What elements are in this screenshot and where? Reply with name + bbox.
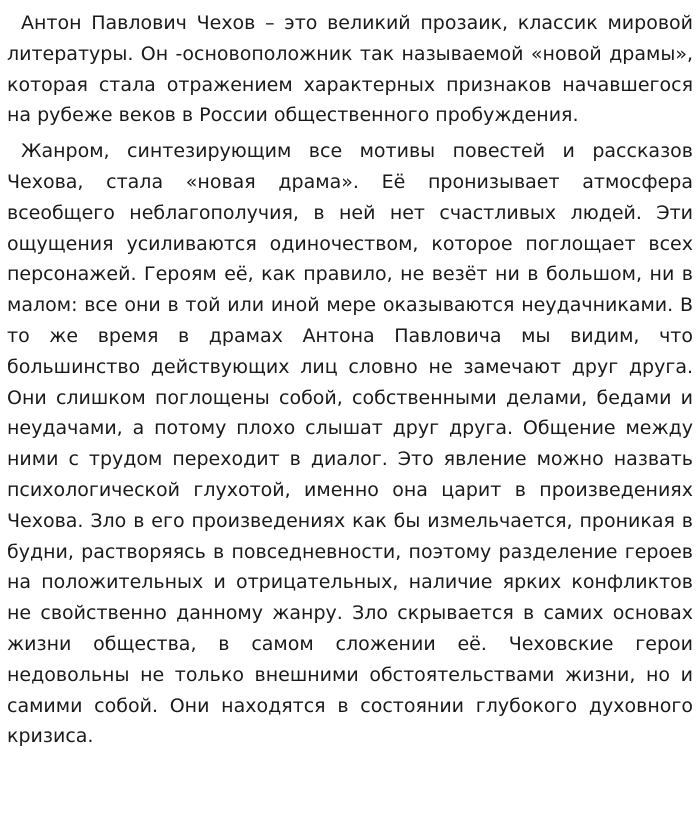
- paragraph-intro: Антон Павлович Чехов – это великий прозаик, классик мировой литературы. Он -основоположник так называемой «новой драмы», которая стала отражением характерных признаков начавшегося на рубеже веков в России общественного пробуждения.: [7, 12, 693, 127]
- paragraph-new-drama: Жанром, синтезирующим все мотивы повестей и рассказов Чехова, стала «новая драма». Её пронизывает атмосфера всеобщего неблагополучия, в ней нет счастливых людей. Эти ощущения усиливаются одиночеством, которое поглощает всех персонажей. Героям её, как правило, не везёт ни в большом, ни в малом: все они в той или иной мере оказываются неудачниками. В то же время в драмах Антона Павловича мы видим, что большинство действующих лиц словно не замечают друг друга. Они слишком поглощены собой, собственными делами, бедами и неудачами, а потому плохо слышат друг друга. Общение между ними с трудом переходит в диалог. Это явление можно назвать психологической глухотой, именно она царит в произведениях Чехова. Зло в его произведениях как бы измельчается, проникая в будни, растворяясь в повседневности, поэтому разделение героев на положительных и отрицательных, наличие ярких конфликтов не свойственно данному жанру. Зло скрывается в самих основах жизни общества, в самом сложении её. Чеховские герои недовольны не только внешними обстоятельствами жизни, но и самими собой. Они находятся в состоянии глубокого духовного кризиса.: [7, 140, 693, 748]
